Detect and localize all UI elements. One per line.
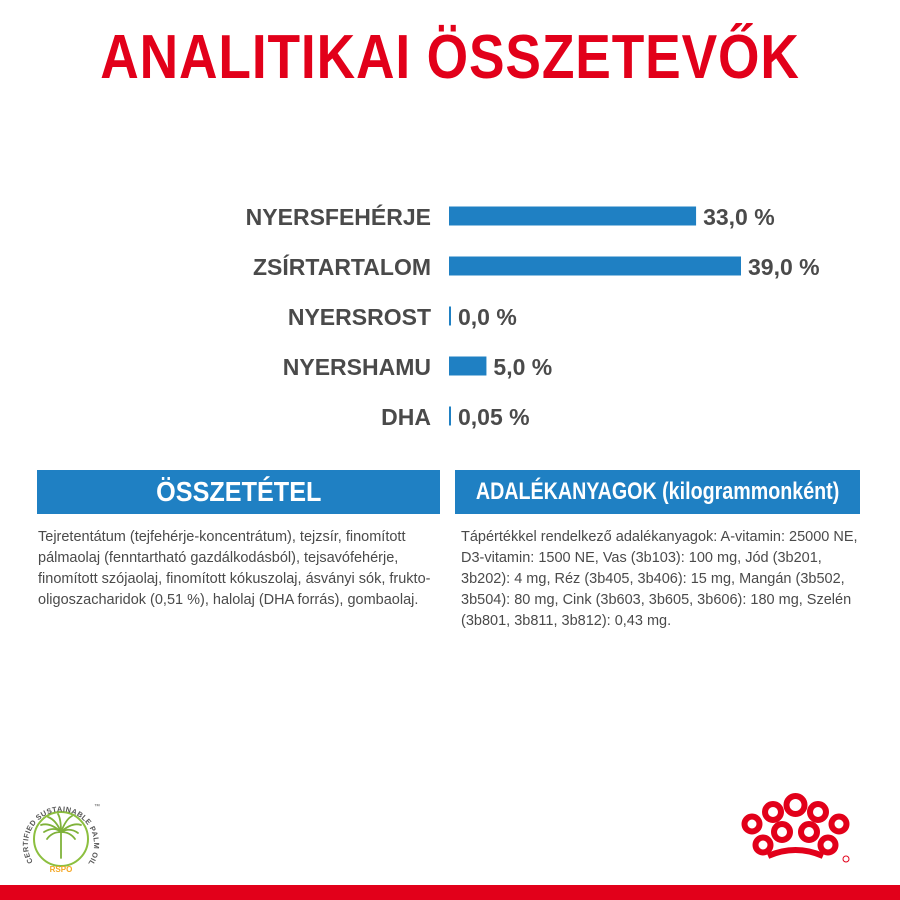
value-label-zsirtartalom: 39,0 % — [748, 254, 820, 280]
composition-heading — [37, 470, 440, 514]
category-label-nyersfeherje: NYERSFEHÉRJE — [245, 204, 431, 230]
additives-heading — [455, 470, 860, 514]
rspo-trademark: ™ — [94, 804, 100, 810]
rspo-label: RSPO — [49, 865, 73, 874]
bar-nyersfeherje — [449, 207, 696, 226]
category-label-nyersrost: NYERSROST — [287, 304, 431, 330]
category-label-nyershamu: NYERSHAMU — [282, 354, 431, 380]
bar-zsirtartalom — [449, 257, 741, 276]
value-label-nyersrost: 0,0 % — [458, 304, 517, 330]
composition-heading-text: ÖSSZETÉTEL — [155, 476, 322, 507]
bottom-bar — [0, 885, 900, 900]
bar-nyershamu — [449, 357, 486, 376]
bar-nyersrost — [449, 307, 451, 326]
page-title: ANALITIKAI ÖSSZETEVŐK — [100, 23, 800, 92]
rspo-ring-text: CERTIFIED SUSTAINABLE PALM OIL — [20, 804, 102, 868]
category-label-zsirtartalom: ZSÍRTARTALOM — [252, 254, 431, 280]
additives-heading-text: ADALÉKANYAGOK (kilogrammonként) — [475, 478, 840, 505]
rspo-logo — [14, 792, 108, 886]
value-label-nyershamu: 5,0 % — [493, 354, 553, 380]
crown-logo-icon — [738, 790, 853, 866]
additives-text: Tápértékkel rendelkező adalékanyagok: A-vitamin: 25000 NE, D3-vitamin: 1500 NE, Vas (3b103): 100 mg, Jód (3b201, 3b202): 4 mg, Réz (3b405, 3b406): 15 mg, Mangán (3b502, 3b504): 80 mg, Cink (3b603, 3b605, 3b606): 180 mg, Szelén (3b801, 3b811, 3b812): 0,43 mg. — [461, 529, 858, 629]
bar-dha — [449, 407, 451, 426]
value-label-dha: 0,05 % — [458, 404, 530, 430]
nutrient-bar-chart — [0, 180, 900, 450]
category-label-dha: DHA — [381, 404, 431, 430]
composition-text: Tejretentátum (tejfehérje-koncentrátum), tejzsír, finomított pálmaolaj (fenntartható gazdálkodásból), tejsavófehérje, finomított szójaolaj, finomított kókuszolaj, ásványi sók, frukto-oligoszacharidok (0,51 %), halolaj (DHA forrás), gombaolaj. — [38, 529, 431, 608]
value-label-nyersfeherje: 33,0 % — [703, 204, 775, 230]
